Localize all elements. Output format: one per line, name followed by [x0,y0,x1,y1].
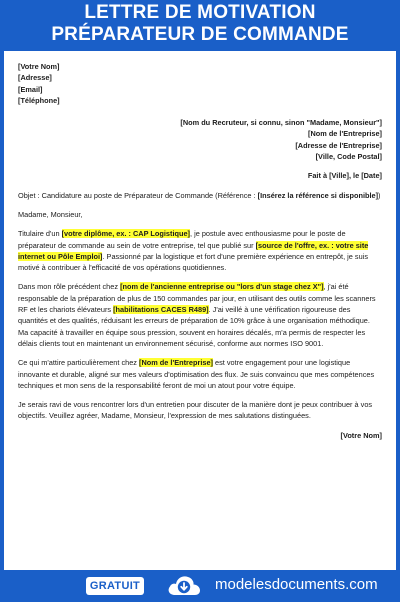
sender-block [18,61,382,106]
sender-address: [Adresse] [18,73,52,83]
header-title-line2: PRÉPARATEUR DE COMMANDE [51,24,349,45]
para2-text-3: . J'ai veillé à une vérification rigoureuse des quantités et des qualités, réduisant les erreurs de préparation de 10% grâce à une organisation méthodique. Ma capacité à travailler en équipe sous pression, souvent en horaires décalés, m'a permis de respecter les délais clients tout en maintenant un environnement sécurisé, conforme aux normes ISO 9001. [18,305,370,348]
para1-text-3: . Passionné par la logistique et fort d'une première expérience en entrepôt, je suis motivé à contribuer à l'efficacité de vos opérations quotidiennes. [18,251,368,273]
subject-text: Objet : Candidature au poste de Préparateur de Commande (Référence : [18,190,258,200]
sender-phone: [Téléphone] [18,95,60,105]
subject-line [18,190,382,201]
signature: [Votre Nom] [340,430,382,440]
salutation: Madame, Monsieur, [18,209,83,219]
placeholder-offer-source: [source de l'offre, ex. : votre site internet ou Pôle Emploi] [18,240,369,261]
recipient-block [18,117,382,162]
para1-text-1: Titulaire d'un [18,229,62,239]
para3-text-2: est votre engagement pour une logistique innovante et durable, aligné sur mes valeurs d'optimisation des flux. Je suis convaincu que mes compétences techniques et mon sens de la responsabilité feront de moi un atout pour votre équipe. [18,358,375,390]
placeholder-previous-company: [nom de l'ancienne entreprise ou "lors d'un stage chez X"] [120,282,324,292]
page-footer [0,570,400,600]
page-header [0,0,400,50]
placeholder-diploma: [votre diplôme, ex. : CAP Logistique] [61,229,190,239]
para2-text-1: Dans mon rôle précédent chez [18,282,121,292]
paragraph-closing: Je serais ravi de vous rencontrer lors d'un entretien pour discuter de la manière dont je peux contribuer à vos objectifs. Veuillez agréer, Madame, Monsieur, l'expression de mes salutations distinguées. [18,400,373,421]
site-name: modelesdocuments.com [215,576,378,593]
para1-text-2: , je postule avec enthousiasme pour le poste de préparateur de commande au sein de votre entreprise, tel que publié sur [18,229,346,250]
paragraph-motivation [18,357,382,391]
date-line: Fait à [Ville], le [Date] [307,171,382,181]
subject-reference: [Insérez la référence si disponible] [257,190,379,200]
paragraph-experience [18,281,382,349]
sender-name: [Votre Nom] [18,62,60,71]
placeholder-certifications: [habilitations CACES R489] [113,305,209,315]
letter-body [18,61,382,441]
placeholder-company-name: [Nom de l'Entreprise] [139,358,213,368]
cloud-download-icon [166,573,202,597]
recipient-company: [Nom de l'Entreprise] [308,129,382,139]
header-title-line1: LETTRE DE MOTIVATION [84,2,316,23]
recipient-city: [Ville, Code Postal] [315,152,382,162]
para2-text-2: , j'ai été responsable de la préparation de plus de 150 commandes par jour, en utilisant des outils comme les scanners RF et les chariots élévateurs [18,282,376,315]
subject-close: ) [378,190,381,200]
paragraph-intro [18,228,382,273]
letter-page [4,51,396,570]
sender-email: [Email] [18,84,43,94]
recipient-name: [Nom du Recruteur, si connu, sinon "Madame, Monsieur"] [180,118,382,128]
free-badge: GRATUIT [86,577,144,595]
para3-text-1: Ce qui m'attire particulièrement chez [18,358,139,368]
recipient-address: [Adresse de l'Entreprise] [295,140,382,150]
